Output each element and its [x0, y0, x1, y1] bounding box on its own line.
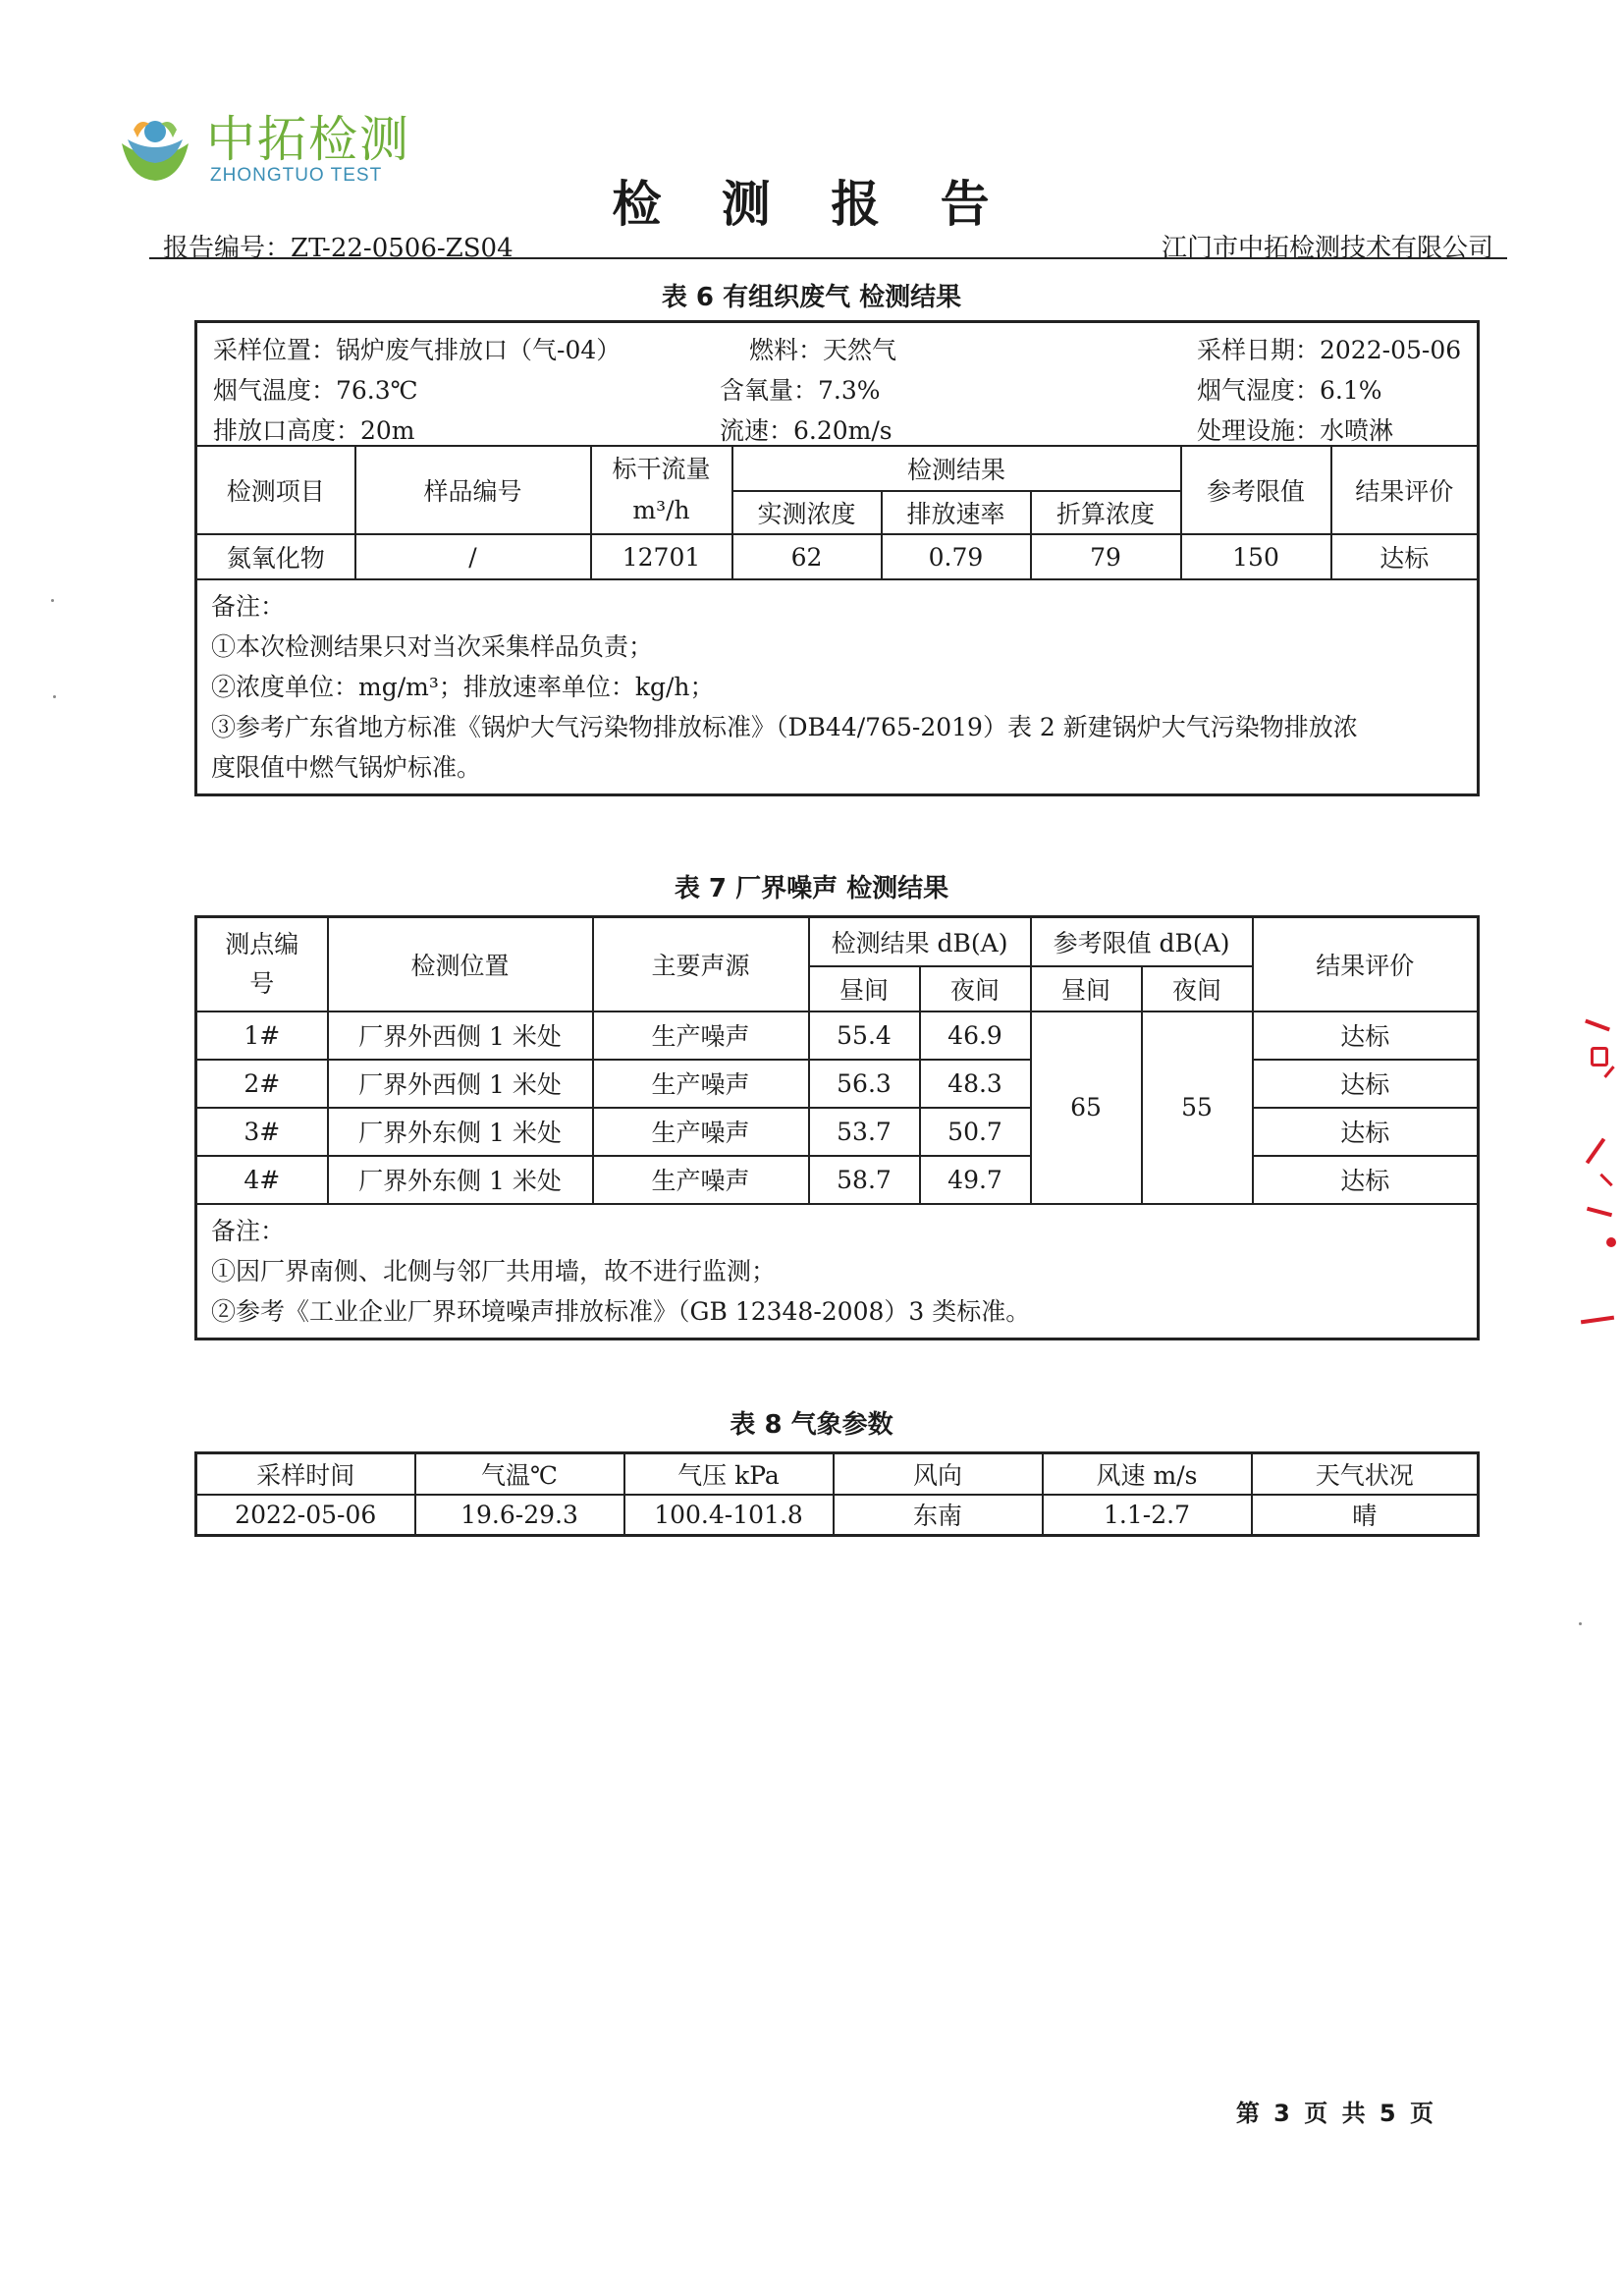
- outlet-height: 排放口高度：20m: [213, 416, 415, 445]
- header-result: 检测结果 dB(A): [809, 917, 1031, 966]
- cell-item: 氮氧化物: [196, 534, 355, 579]
- note-line: ③参考广东省地方标准《锅炉大气污染物排放标准》（DB44/765-2019）表 2 新建锅炉大气污染物排放浓: [211, 713, 1358, 741]
- header-rule: [149, 257, 1507, 259]
- table-row: [196, 1156, 1479, 1204]
- cell-point: 3#: [196, 1108, 328, 1156]
- header-weather: 天气状况: [1252, 1453, 1479, 1495]
- cell-day: 56.3: [809, 1060, 920, 1108]
- header-point: [196, 917, 328, 1011]
- cell-eval: 达标: [1253, 1108, 1479, 1156]
- cell-eval: 达标: [1253, 1011, 1479, 1060]
- cell-eval: 达标: [1331, 534, 1479, 579]
- cell-point: 2#: [196, 1060, 328, 1108]
- header-night: 夜间: [920, 966, 1031, 1011]
- cell-limit-night: 55: [1142, 1011, 1253, 1204]
- cell-source: 生产噪声: [593, 1156, 809, 1204]
- header-sampling-time: 采样时间: [196, 1453, 415, 1495]
- cell-location: 厂界外西侧 1 米处: [328, 1060, 593, 1108]
- table6-notes: [196, 579, 1479, 795]
- cell-eval: 达标: [1253, 1060, 1479, 1108]
- cell-sampling-time: 2022-05-06: [196, 1495, 415, 1536]
- cell-sample: /: [355, 534, 591, 579]
- table7-noise: [194, 915, 1480, 1340]
- cell-point: 1#: [196, 1011, 328, 1060]
- cell-location: 厂界外东侧 1 米处: [328, 1108, 593, 1156]
- table-row: [196, 1108, 1479, 1156]
- table6-info-row: [196, 322, 1479, 447]
- sampling-date: 采样日期：2022-05-06: [1197, 336, 1462, 364]
- cell-converted: 79: [1031, 534, 1181, 579]
- cell-temperature: 19.6-29.3: [415, 1495, 624, 1536]
- header-item: 检测项目: [196, 446, 355, 534]
- header-eval: 结果评价: [1331, 446, 1479, 534]
- cell-source: 生产噪声: [593, 1060, 809, 1108]
- header-point-line1: 测点编: [225, 929, 299, 958]
- cell-limit-day: 65: [1031, 1011, 1142, 1204]
- scan-speck: [51, 599, 54, 602]
- cell-pressure: 100.4-101.8: [624, 1495, 834, 1536]
- logo-chinese-name: 中拓检测: [206, 111, 410, 168]
- table-row: [196, 1495, 1479, 1536]
- scan-speck: [53, 695, 56, 698]
- header-sample: 样品编号: [355, 446, 591, 534]
- table-row: [196, 534, 1479, 579]
- header-result: 检测结果: [732, 446, 1181, 491]
- sampling-location: 采样位置：锅炉废气排放口（气-04）: [213, 336, 622, 364]
- cell-night: 46.9: [920, 1011, 1031, 1060]
- company-name: 江门市中拓检测技术有限公司: [1161, 234, 1493, 263]
- header-temperature: 气温℃: [415, 1453, 624, 1495]
- gas-temperature: 烟气温度：76.3℃: [213, 376, 418, 405]
- cell-measured: 62: [732, 534, 882, 579]
- table-row: [196, 1011, 1479, 1060]
- header-flow-unit: m³/h: [632, 496, 690, 524]
- cell-day: 53.7: [809, 1108, 920, 1156]
- note-line: ②浓度单位：mg/m³；排放速率单位：kg/h；: [211, 673, 715, 701]
- report-number: 报告编号：ZT-22-0506-ZS04: [163, 234, 514, 263]
- note-line: ②参考《工业企业厂界环境噪声排放标准》（GB 12348-2008）3 类标准。: [211, 1296, 1031, 1326]
- cell-weather: 晴: [1252, 1495, 1479, 1536]
- header-rate: 排放速率: [882, 491, 1031, 534]
- note-line: 度限值中燃气锅炉标准。: [211, 753, 482, 782]
- cell-night: 50.7: [920, 1108, 1031, 1156]
- note-line: 备注：: [211, 592, 286, 621]
- header-limit-night: 夜间: [1142, 966, 1253, 1011]
- logo-english-name: ZHONGTUO TEST: [210, 165, 383, 186]
- header-wind-direction: 风向: [834, 1453, 1043, 1495]
- header-wind-speed: 风速 m/s: [1043, 1453, 1252, 1495]
- cell-day: 58.7: [809, 1156, 920, 1204]
- note-line: ①因厂界南侧、北侧与邻厂共用墙，故不进行监测；: [211, 1256, 777, 1285]
- cell-night: 48.3: [920, 1060, 1031, 1108]
- cell-location: 厂界外东侧 1 米处: [328, 1156, 593, 1204]
- cell-location: 厂界外西侧 1 米处: [328, 1011, 593, 1060]
- table6-title: 表 6 有组织废气 检测结果: [661, 283, 962, 312]
- cell-night: 49.7: [920, 1156, 1031, 1204]
- header-day: 昼间: [809, 966, 920, 1011]
- note-line: 备注：: [211, 1216, 286, 1245]
- table-row: [196, 1060, 1479, 1108]
- header-measured: 实测浓度: [732, 491, 882, 534]
- table7-notes: [196, 1204, 1479, 1339]
- treatment-facility: 处理设施：水喷淋: [1197, 416, 1394, 445]
- table8-weather: [194, 1451, 1480, 1537]
- cell-wind-speed: 1.1-2.7: [1043, 1495, 1252, 1536]
- cell-source: 生产噪声: [593, 1011, 809, 1060]
- cell-day: 55.4: [809, 1011, 920, 1060]
- table6-waste-gas: [194, 320, 1480, 796]
- cell-source: 生产噪声: [593, 1108, 809, 1156]
- gas-humidity: 烟气湿度：6.1%: [1197, 376, 1382, 405]
- cell-point: 4#: [196, 1156, 328, 1204]
- header-flow: [591, 446, 732, 534]
- header-limit: 参考限值 dB(A): [1031, 917, 1253, 966]
- cell-flow: 12701: [591, 534, 732, 579]
- table8-title: 表 8 气象参数: [730, 1410, 893, 1440]
- cell-eval: 达标: [1253, 1156, 1479, 1204]
- scan-speck: [1579, 1622, 1582, 1625]
- header-converted: 折算浓度: [1031, 491, 1181, 534]
- header-limit-day: 昼间: [1031, 966, 1142, 1011]
- header-point-line2: 号: [249, 968, 275, 998]
- header-source: 主要声源: [593, 917, 809, 1011]
- cell-rate: 0.79: [882, 534, 1031, 579]
- page-number: 第 3 页 共 5 页: [1235, 2100, 1436, 2127]
- header-limit: 参考限值: [1181, 446, 1331, 534]
- flow-velocity: 流速：6.20m/s: [720, 416, 893, 445]
- document-title: 检 测 报 告: [612, 176, 1011, 233]
- header-eval: 结果评价: [1253, 917, 1479, 1011]
- fuel: 燃料：天然气: [749, 336, 897, 364]
- header-flow-label: 标干流量: [612, 455, 711, 483]
- cell-limit: 150: [1181, 534, 1331, 579]
- oxygen-content: 含氧量：7.3%: [720, 376, 881, 405]
- note-line: ①本次检测结果只对当次采集样品负责；: [211, 632, 654, 661]
- header-pressure: 气压 kPa: [624, 1453, 834, 1495]
- cell-wind-direction: 东南: [834, 1495, 1043, 1536]
- header-location: 检测位置: [328, 917, 593, 1011]
- table7-title: 表 7 厂界噪声 检测结果: [674, 874, 949, 903]
